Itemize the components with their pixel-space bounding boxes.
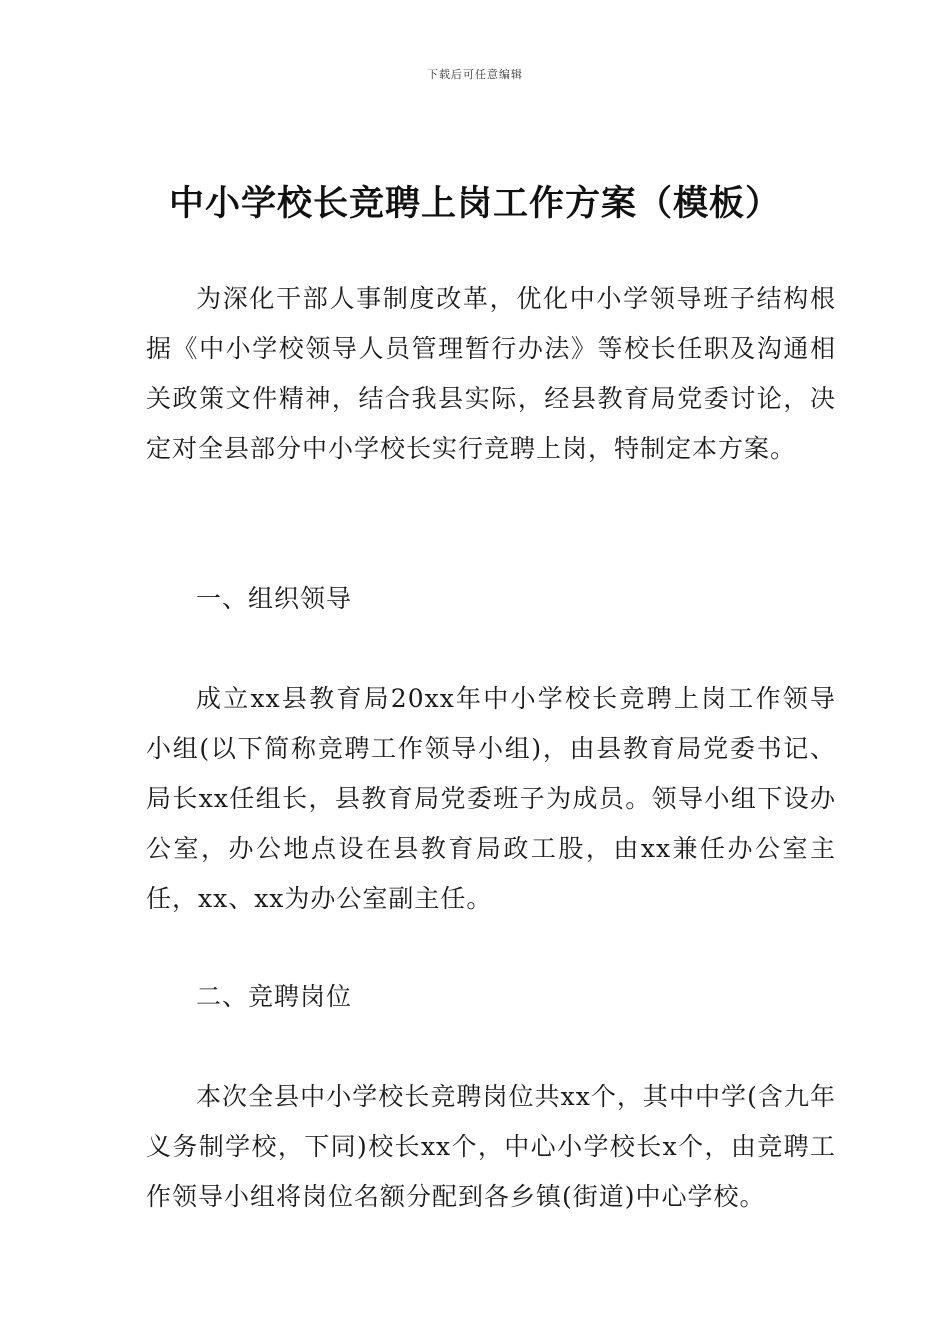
header-note: 下载后可任意编辑	[427, 68, 523, 81]
document-title: 中小学校长竞聘上岗工作方案（模板）	[168, 184, 781, 224]
section-heading-organization: 一、组织领导	[196, 584, 353, 613]
section-heading-positions: 二、竞聘岗位	[196, 982, 353, 1011]
intro-paragraph: 为深化干部人事制度改革，优化中小学领导班子结构根据《中小学校领导人员管理暂行办法》等校长任职及沟通相关政策文件精神，结合我县实际，经县教育局党委讨论，决定对全县部分中小学校长实行竞聘上岗，特制定本方案。	[146, 284, 836, 463]
section-body-organization: 成立xx县教育局20xx年中小学校长竞聘上岗工作领导小组(以下简称竞聘工作领导小组)，由县教育局党委书记、局长xx任组长，县教育局党委班子为成员。领导小组下设办公室，办公地点设在县教育局政工股，由xx兼任办公室主任，xx、xx为办公室副主任。	[146, 684, 836, 913]
section-body-positions: 本次全县中小学校长竞聘岗位共xx个，其中中学(含九年义务制学校，下同)校长xx个，中心小学校长x个，由竞聘工作领导小组将岗位名额分配到各乡镇(街道)中心学校。	[146, 1082, 836, 1211]
